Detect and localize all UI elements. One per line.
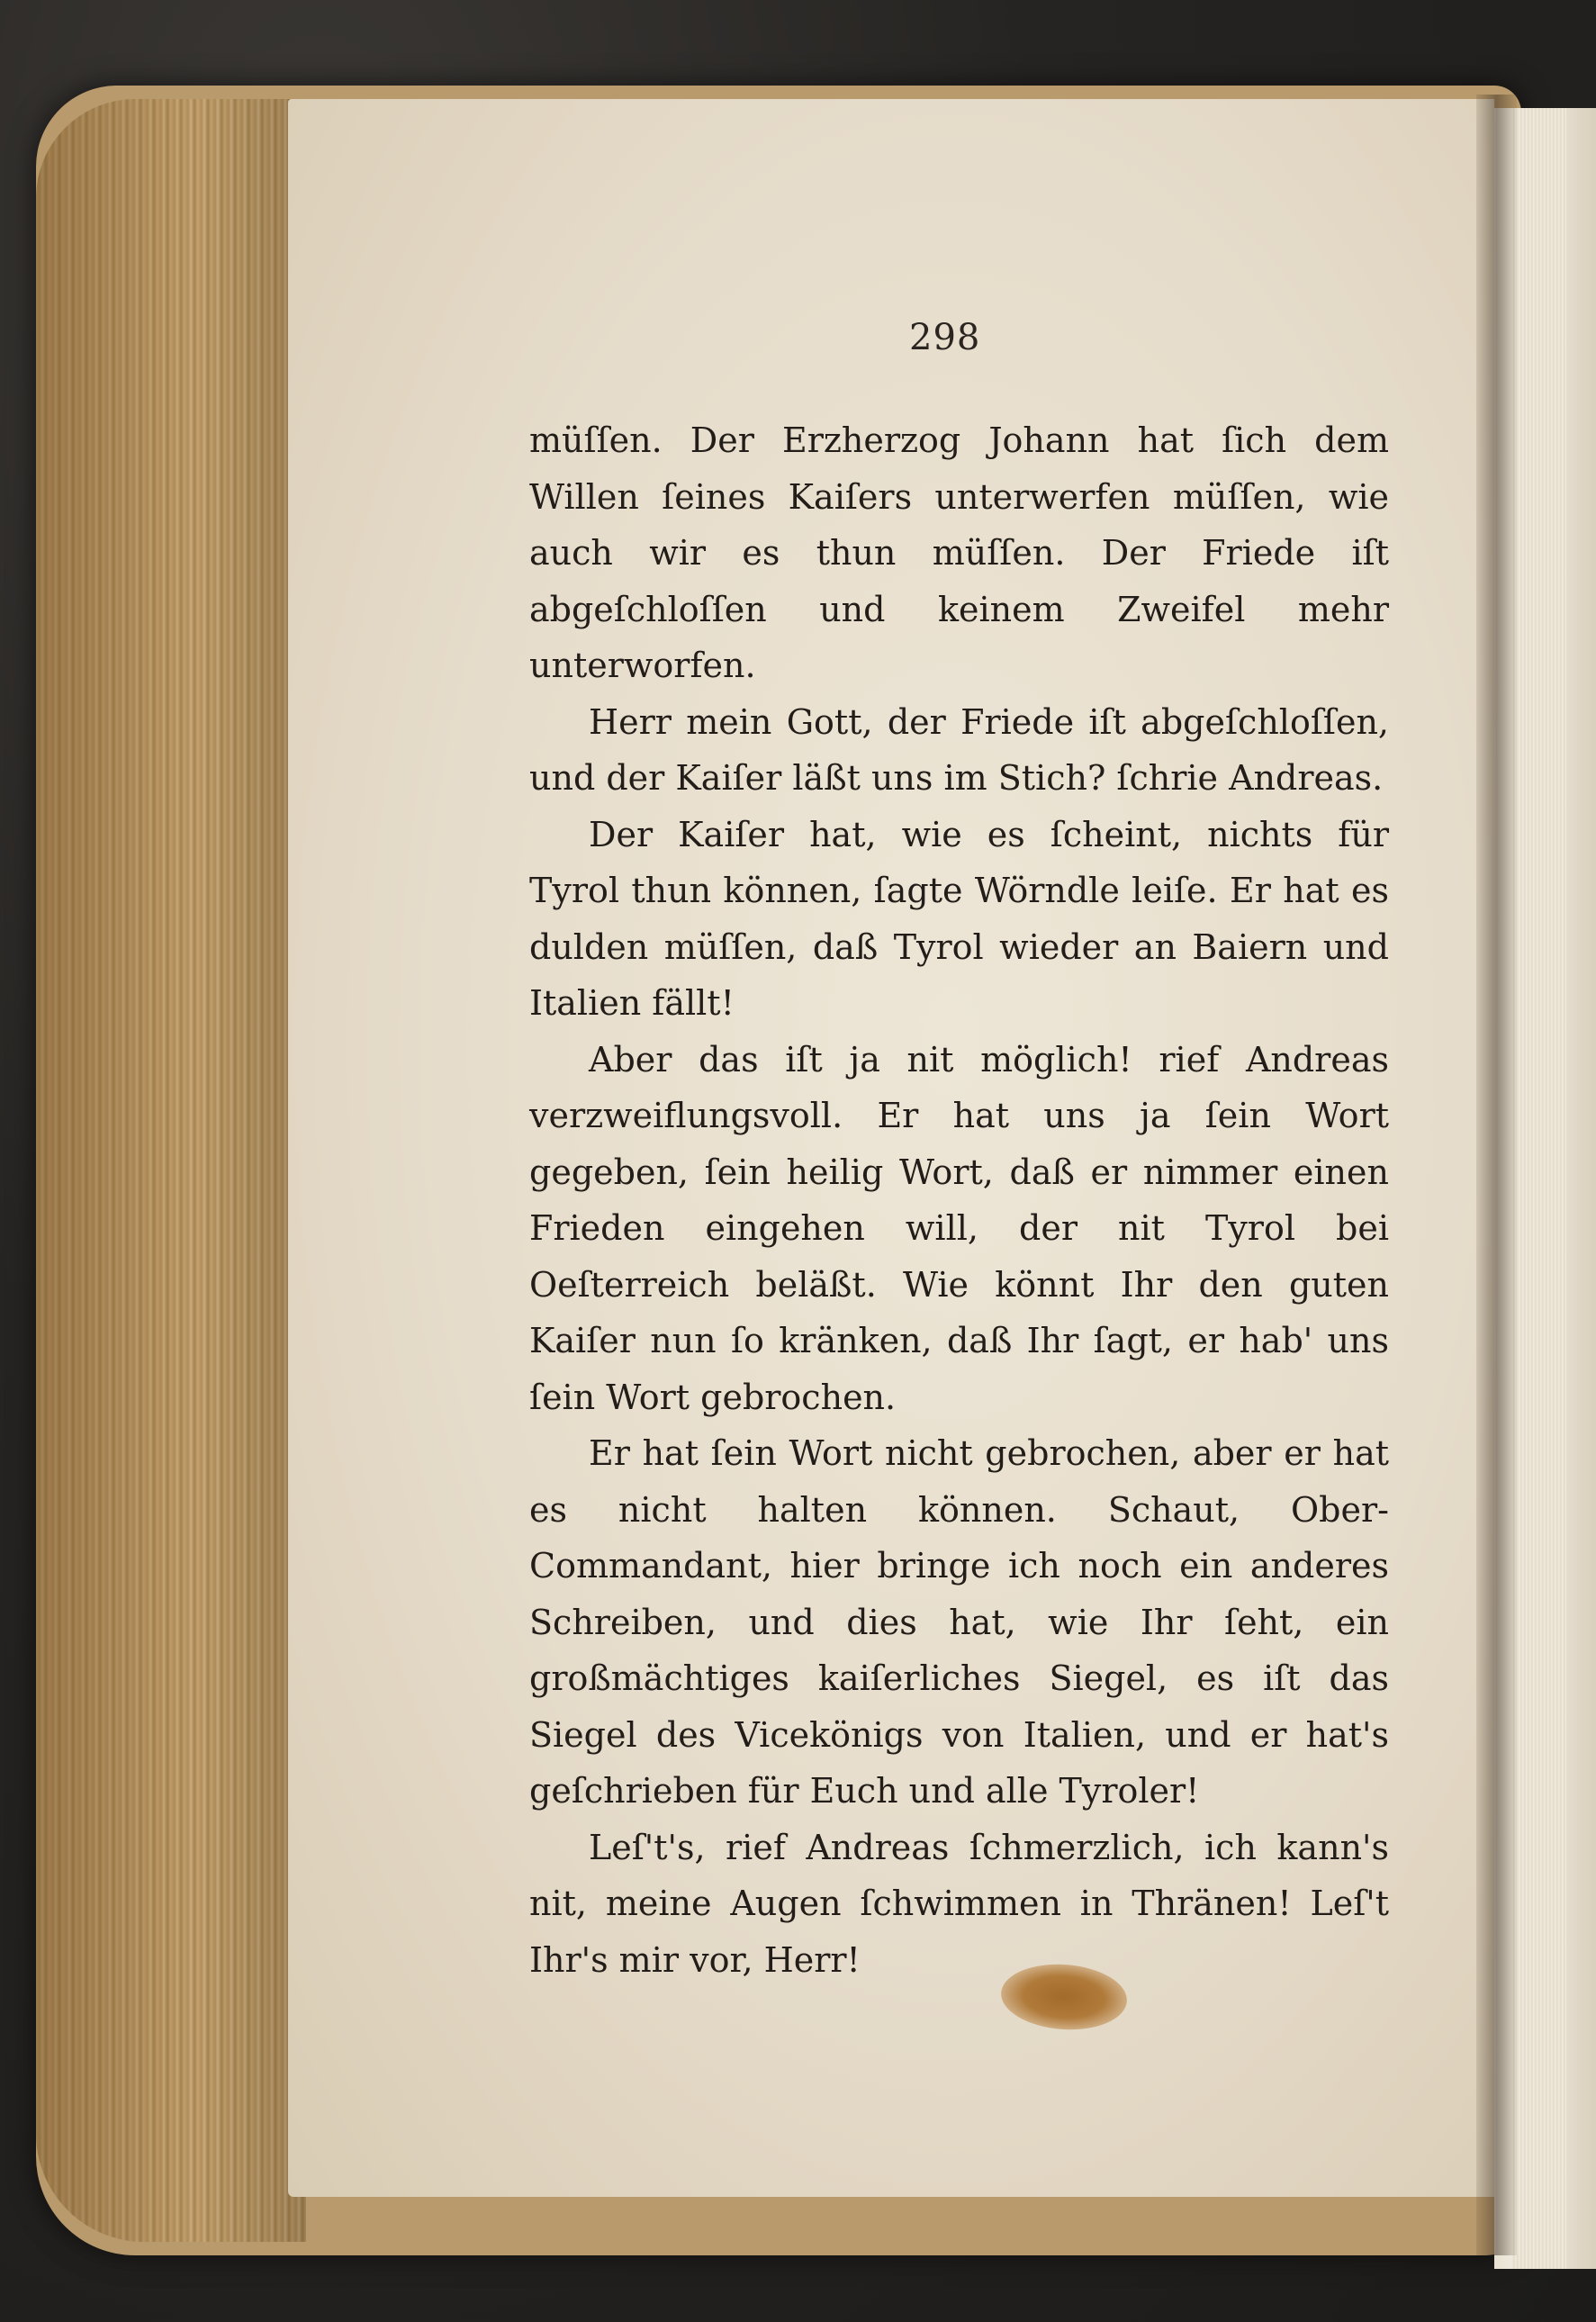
paragraph: Leſ't's, rief Andreas ſchmerzlich, ich kann's nit, meine Augen ſchwimmen in Thränen! Leſ't Ihr's mir vor, Herr! xyxy=(529,1827,1389,1980)
page-edges-shade xyxy=(36,99,306,2242)
paragraph: Er hat ſein Wort nicht gebrochen, aber er hat es nicht halten können. Schaut, Ober-Commandant, hier bringe ich noch ein anderes Schreiben, und dies hat, wie Ihr ſeht, ein großmächtiges kaiſerliches Siegel, es iſt das Siegel des Vicekönigs von Italien, und er hat's geſchrieben für Euch und alle Tyroler! xyxy=(529,1433,1389,1811)
paragraph: müſſen. Der Erzherzog Johann hat ſich dem Willen ſeines Kaiſers unterwerfen müſſen, wie auch wir es thun müſſen. Der Friede iſt abgeſchloſſen und keinem Zweifel mehr unterworfen. xyxy=(529,420,1389,685)
facing-pages-stack xyxy=(1512,108,1566,2269)
page-gutter xyxy=(1476,95,1517,2255)
paragraph: Der Kaiſer hat, wie es ſcheint, nichts für Tyrol thun können, ſagte Wörndle leiſe. Er hat es dulden müſſen, daß Tyrol wieder an Baiern und Italien fällt! xyxy=(529,814,1389,1023)
page-number: 298 xyxy=(909,317,981,358)
page-text xyxy=(529,412,1389,1988)
paragraph: Herr mein Gott, der Friede iſt abgeſchloſſen, und der Kaiſer läßt uns im Stich? ſchrie Andreas. xyxy=(529,701,1389,798)
paragraph: Aber das iſt ja nit möglich! rief Andreas verzweiflungsvoll. Er hat uns ja ſein Wort gegeben, ſein heilig Wort, daß er nimmer einen Frieden eingehen will, der nit Tyrol bei Oeſterreich beläßt. Wie könnt Ihr den guten Kaiſer nun ſo kränken, daß Ihr ſagt, er hab' uns ſein Wort gebrochen. xyxy=(529,1039,1389,1417)
